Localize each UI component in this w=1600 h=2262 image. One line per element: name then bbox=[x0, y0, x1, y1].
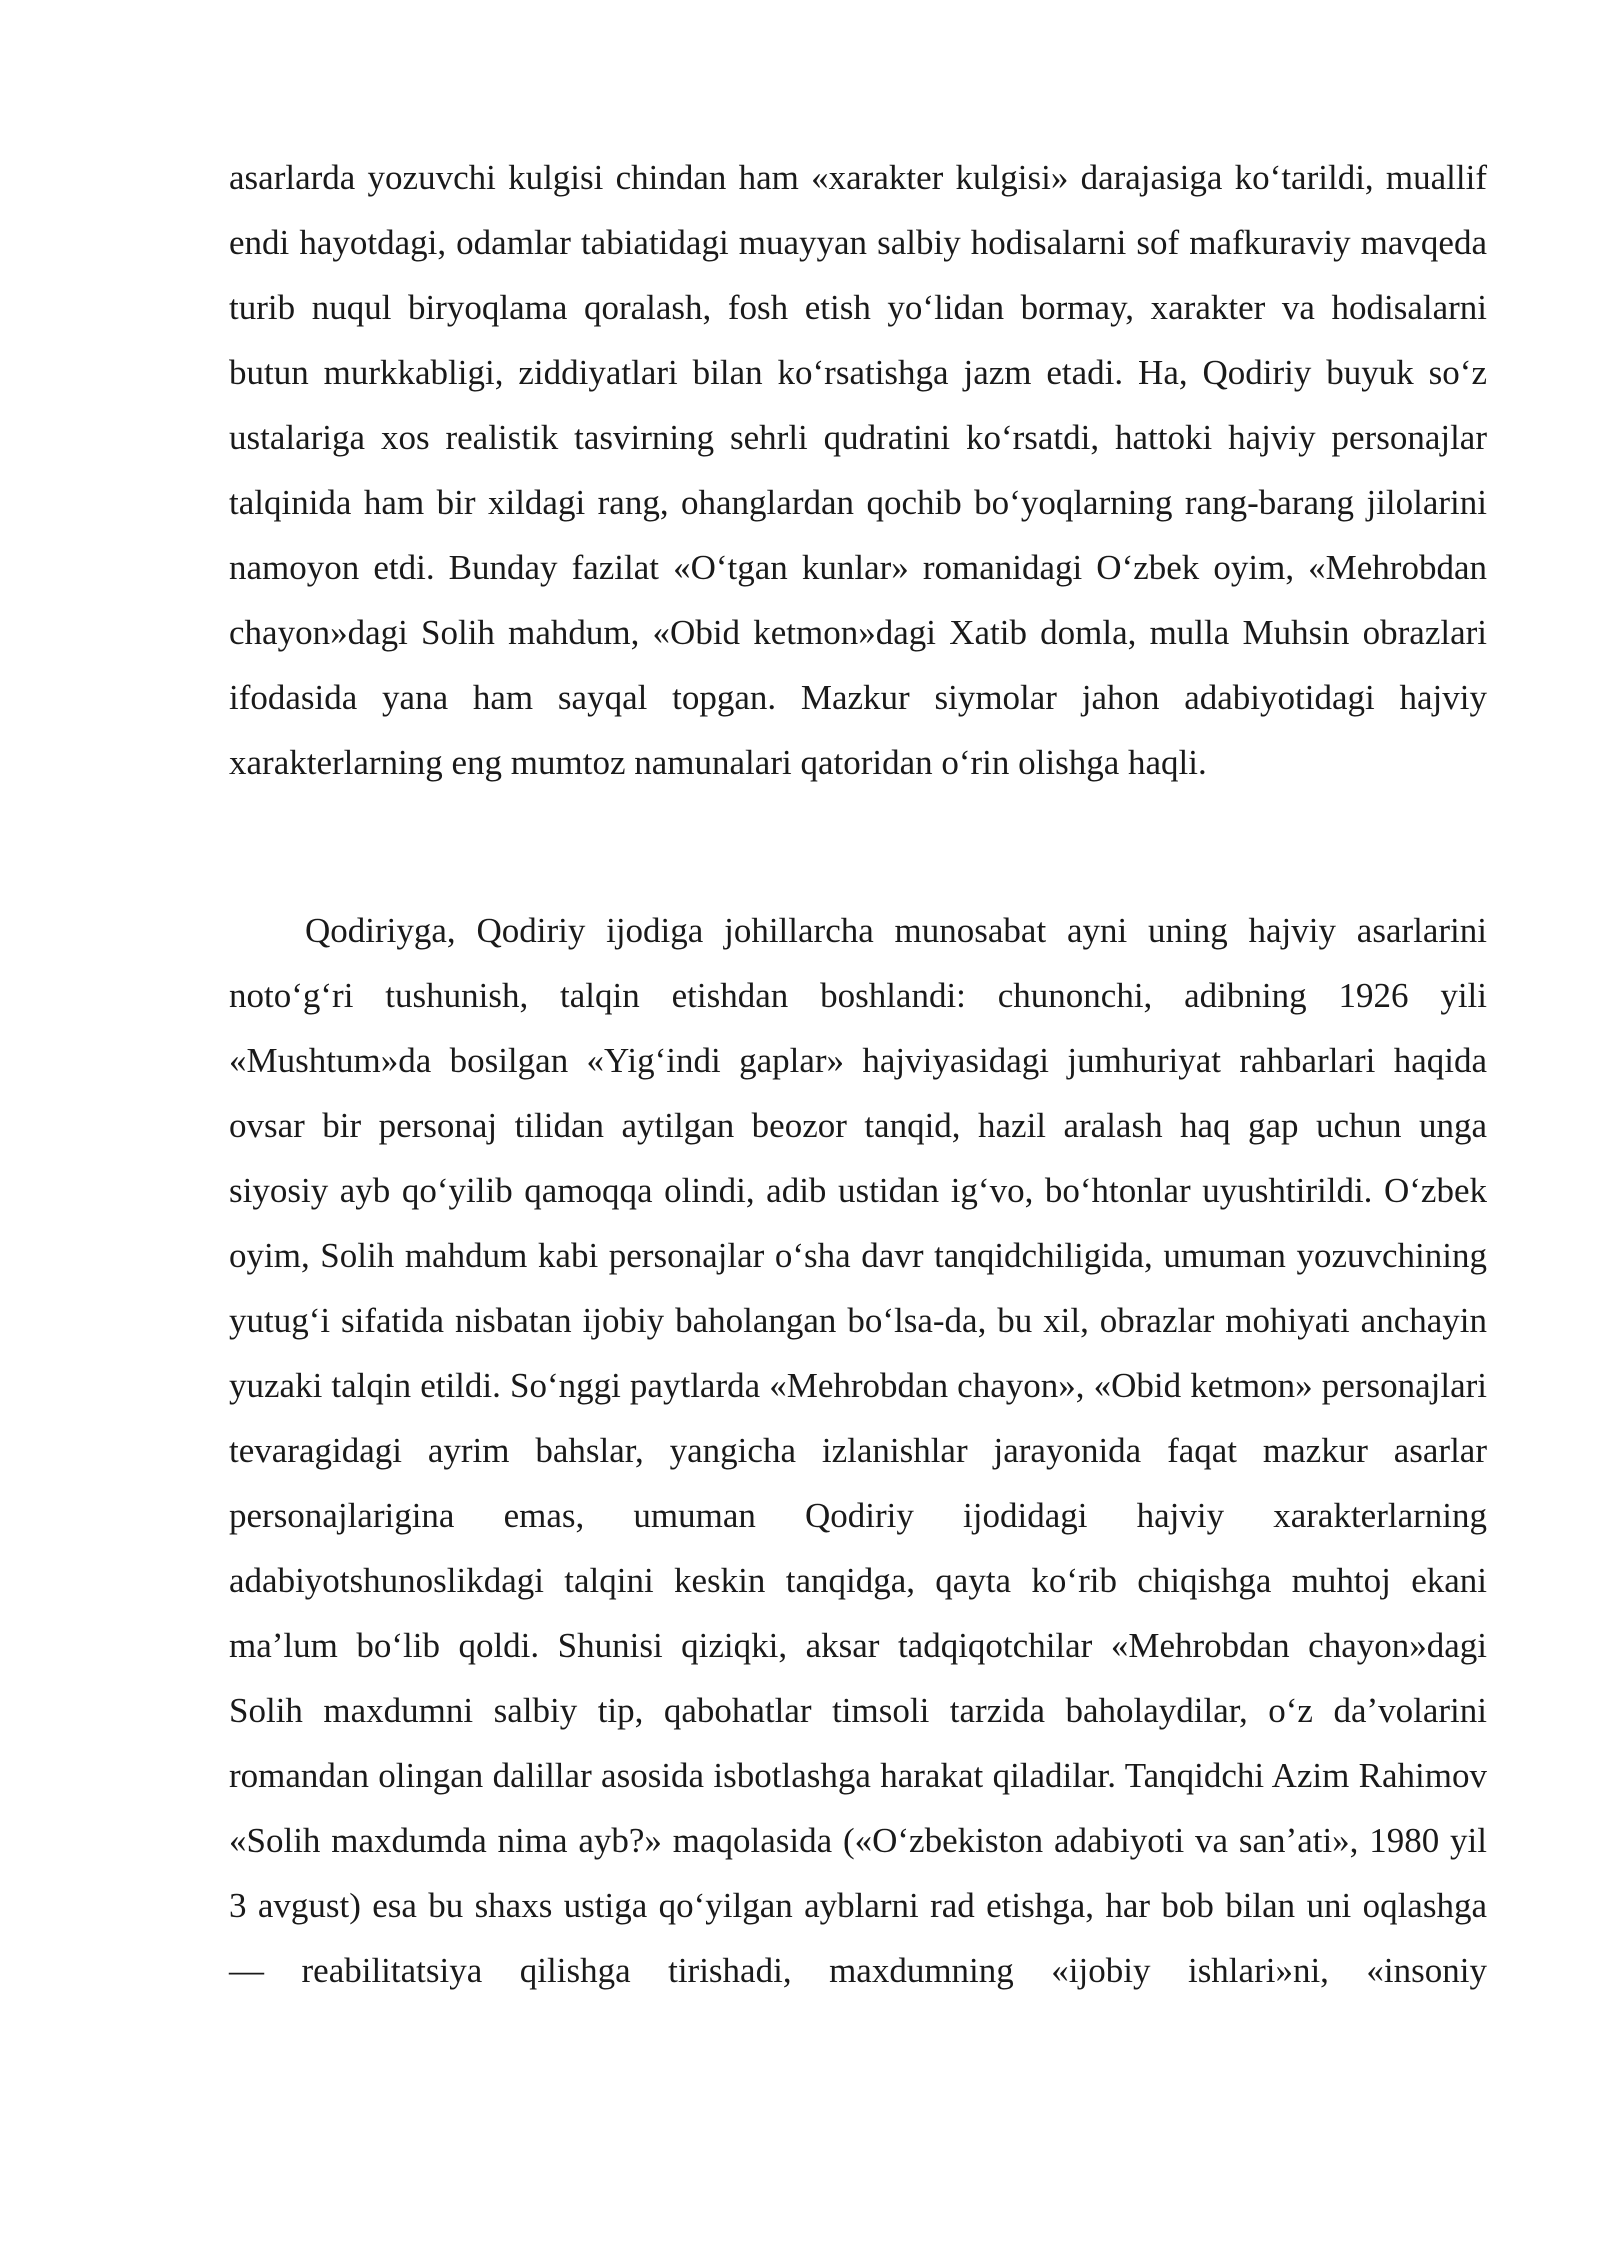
paragraph-1: asarlarda yozuvchi kulgisi chindan ham «xarakter kulgisi» darajasiga koʻtarildi, muallif endi hayotdagi, odamlar tabiatidagi muayyan salbiy hodisalarni sof mafkuraviy mavqeda turib nuqul biryoqlama qoralash, fosh etish yoʻlidan bormay, xarakter va hodisalarni butun murkkabligi, ziddiyatlari bilan koʻrsatishga jazm etadi. Ha, Qodiriy buyuk soʻz ustalariga xos realistik tasvirning sehrli qudratini koʻrsatdi, hattoki hajviy personajlar talqinida ham bir xildagi rang, ohanglardan qochib boʻyoqlarning rang-barang jilolarini namoyon etdi. Bunday fazilat «Oʻtgan kunlar» romanidagi Oʻzbek oyim, «Mehrobdan chayon»dagi Solih mahdum, «Obid ketmon»dagi Xatib domla, mulla Muhsin obrazlari ifodasida yana ham sayqal topgan. Mazkur siymolar jahon adabiyotidagi hajviy xarakterlarning eng mumtoz namunalari qatoridan oʻrin olishga haqli. bbox=[229, 158, 1487, 782]
paragraph-2: Qodiriyga, Qodiriy ijodiga johillarcha munosabat ayni uning hajviy asarlarini notoʻgʻri tushunish, talqin etishdan boshlandi: chunonchi, adibning 1926 yili «Mushtum»da bosilgan «Yigʻindi gaplar» hajviyasidagi jumhuriyat rahbarlari haqida ovsar bir personaj tilidan aytilgan beozor tanqid, hazil aralash haq gap uchun unga siyosiy ayb qoʻyilib qamoqqa olindi, adib ustidan igʻvo, boʻhtonlar uyushtirildi. Oʻzbek oyim, Solih mahdum kabi personajlar oʻsha davr tanqidchiligida, umuman yozuvchining yutugʻi sifatida nisbatan ijobiy baholangan boʻlsa-da, bu xil, obrazlar mohiyati anchayin yuzaki talqin etildi. Soʻnggi paytlarda «Mehrobdan chayon», «Obid ketmon» personajlari tevaragidagi ayrim bahslar, yangicha izlanishlar jarayonida faqat mazkur asarlar personajlarigina emas, umuman Qodiriy ijodidagi hajviy xarakterlarning adabiyotshunoslikdagi talqini keskin tanqidga, qayta koʻrib chiqishga muhtoj ekani maʼlum boʻlib qoldi. Shunisi qiziqki, aksar tadqiqotchilar «Mehrobdan chayon»dagi Solih maxdumni salbiy tip, qabohatlar timsoli tarzida baholaydilar, oʻz daʼvolarini romandan olingan dalillar asosida isbotlashga harakat qiladilar. Tanqidchi Azim Rahimov «Solih maxdumda nima ayb?» maqolasida («Oʻzbekiston adabiyoti va sanʼati», 1980 yil 3 avgust) esa bu shaxs ustiga qoʻyilgan ayblarni rad etishga, har bob bilan uni oqlashga — reabilitatsiya qilishga tirishadi, maxdumning «ijobiy ishlari»ni, «insoniy bbox=[229, 911, 1487, 1990]
